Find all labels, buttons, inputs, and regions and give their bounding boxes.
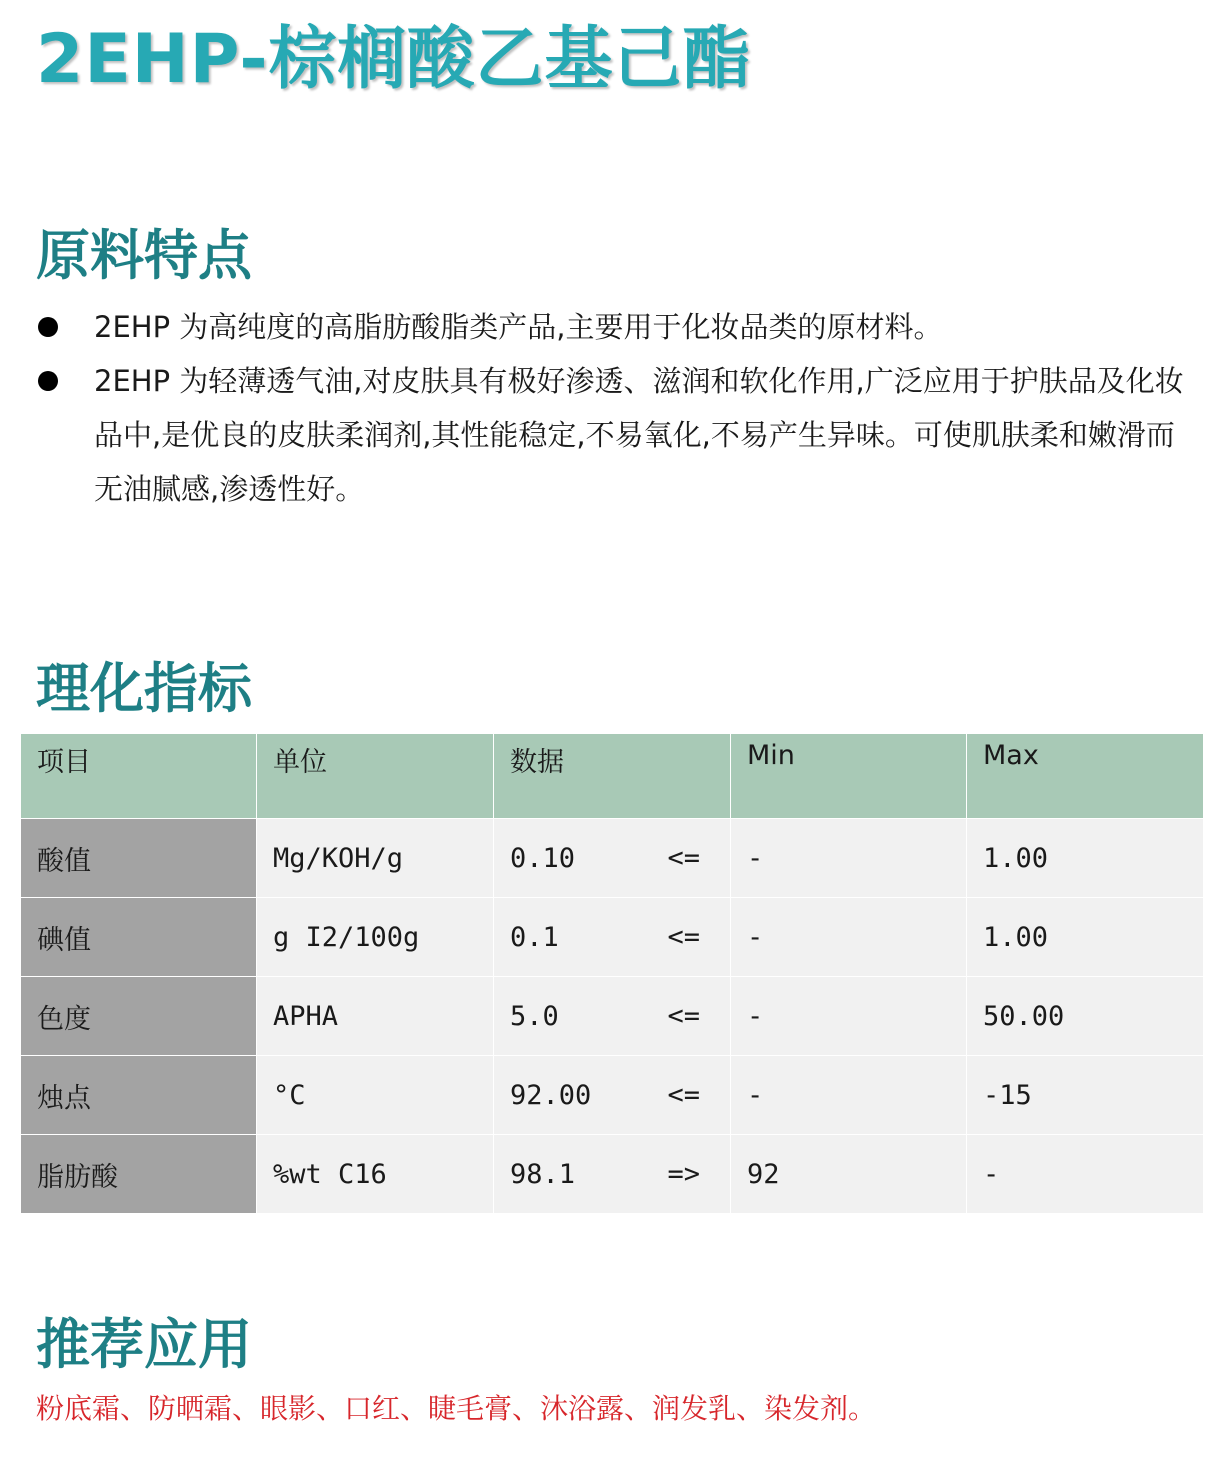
unit-cell: APHA	[257, 977, 494, 1056]
page-title: 2EHP-棕榈酸乙基己酯	[36, 20, 752, 99]
bullet-icon	[38, 371, 58, 391]
specs-heading: 理化指标	[36, 657, 252, 720]
unit-cell: g I2/100g	[257, 898, 494, 977]
max-cell: 1.00	[967, 819, 1204, 898]
feature-text-2: 2EHP 为轻薄透气油,对皮肤具有极好渗透、滋润和软化作用,广泛应用于护肤品及化妆品中,是优良的皮肤柔润剂,其性能稳定,不易氧化,不易产生异味。可使肌肤柔和嫩滑而无油腻感,渗透性好。	[94, 364, 1184, 506]
specs-table	[20, 733, 1204, 1214]
unit-cell: °C	[257, 1056, 494, 1135]
max-cell: -15	[967, 1056, 1204, 1135]
comparison-operator: <=	[667, 1000, 700, 1032]
header-unit: 单位	[257, 734, 494, 819]
value-cell	[494, 1135, 731, 1214]
value-text: 0.1	[510, 921, 559, 953]
min-cell: -	[731, 819, 967, 898]
max-cell: -	[967, 1135, 1204, 1214]
min-cell: 92	[731, 1135, 967, 1214]
header-value: 数据	[494, 734, 731, 819]
features-list	[0, 300, 1221, 516]
max-cell: 1.00	[967, 898, 1204, 977]
table-row	[21, 819, 1204, 898]
table-row	[21, 1056, 1204, 1135]
comparison-operator: <=	[667, 1079, 700, 1111]
value-cell	[494, 1056, 731, 1135]
item-cell: 脂肪酸	[21, 1135, 257, 1214]
comparison-operator: =>	[667, 1158, 700, 1190]
value-cell	[494, 819, 731, 898]
bullet-icon	[38, 317, 58, 337]
applications-heading: 推荐应用	[36, 1313, 252, 1376]
unit-cell: %wt C16	[257, 1135, 494, 1214]
value-text: 98.1	[510, 1158, 576, 1190]
value-cell	[494, 898, 731, 977]
value-text: 5.0	[510, 1000, 559, 1032]
feature-item-1	[0, 300, 1221, 354]
item-cell: 色度	[21, 977, 257, 1056]
table-row	[21, 1135, 1204, 1214]
value-cell	[494, 977, 731, 1056]
unit-cell: Mg/KOH/g	[257, 819, 494, 898]
item-cell: 酸值	[21, 819, 257, 898]
max-cell: 50.00	[967, 977, 1204, 1056]
comparison-operator: <=	[667, 842, 700, 874]
table-header-row	[21, 734, 1204, 819]
features-heading: 原料特点	[36, 224, 252, 287]
header-min: Min	[731, 734, 967, 819]
item-cell: 烛点	[21, 1056, 257, 1135]
table-row	[21, 898, 1204, 977]
feature-item-2	[0, 354, 1221, 516]
min-cell: -	[731, 898, 967, 977]
table-row	[21, 977, 1204, 1056]
value-text: 92.00	[510, 1079, 592, 1111]
header-max: Max	[967, 734, 1204, 819]
min-cell: -	[731, 1056, 967, 1135]
comparison-operator: <=	[667, 921, 700, 953]
value-text: 0.10	[510, 842, 576, 874]
item-cell: 碘值	[21, 898, 257, 977]
min-cell: -	[731, 977, 967, 1056]
header-item: 项目	[21, 734, 257, 819]
feature-text-1: 2EHP 为高纯度的高脂肪酸脂类产品,主要用于化妆品类的原材料。	[94, 310, 943, 344]
applications-text: 粉底霜、防晒霜、眼影、口红、睫毛膏、沐浴露、润发乳、染发剂。	[36, 1392, 877, 1425]
